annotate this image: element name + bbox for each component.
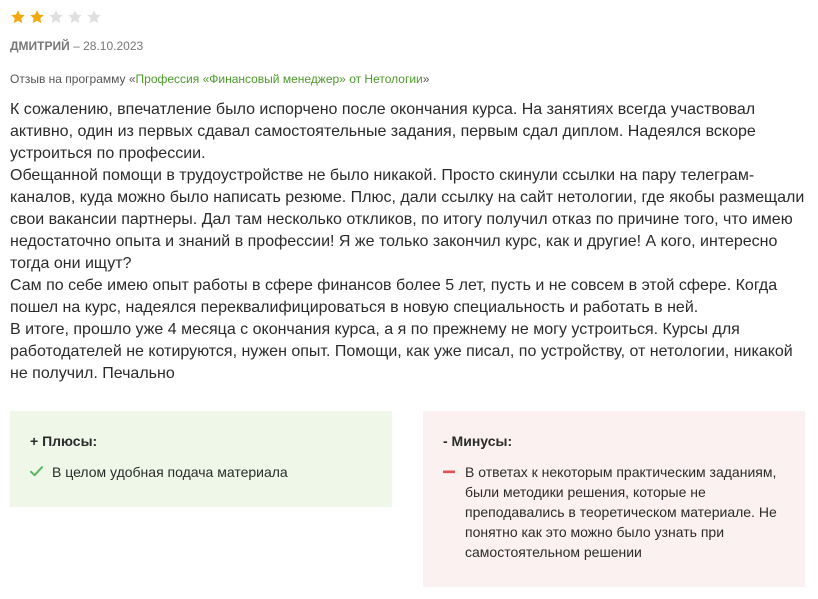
star-icon-3 [48, 9, 64, 25]
pros-item [30, 462, 372, 482]
program-prefix: Отзыв на программу « [10, 72, 136, 86]
cons-item [443, 462, 785, 562]
star-icon-5 [86, 9, 102, 25]
review-program [10, 72, 429, 86]
review-paragraph: В итоге, прошло уже 4 месяца с окончания курса, а я по прежнему не могу устроиться. Курсы для работодателей не котируются, нужен опыт. Помощи, как уже писал, по устройству, от нетологии, никакой не получил. Печально [10, 321, 793, 382]
cons-box [423, 411, 805, 587]
review-paragraph: Сам по себе имею опыт работы в сфере финансов более 5 лет, пусть и не совсем в этой сфере. Когда пошел на курс, надеялся переквалифицироваться в новую специальность и работать в ней. [10, 277, 778, 316]
rating-stars [10, 9, 105, 25]
pros-box [10, 411, 392, 507]
program-link[interactable]: Профессия «Финансовый менеджер» от Нетологии [135, 72, 423, 86]
review-paragraph: К сожалению, впечатление было испорчено после окончания курса. На занятиях всегда участвовал активно, один из первых сдавал самостоятельные задания, первым сдал диплом. Надеялся вскоре устроиться по профессии. [10, 101, 756, 162]
pros-title: + Плюсы: [30, 433, 98, 449]
star-icon-1 [10, 9, 26, 25]
review-date: 28.10.2023 [83, 39, 144, 53]
cons-item-text: В ответах к некоторым практическим заданиям, были методики решения, которые не преподавались в теоретическом материале. Не понятно как это можно было узнать при самостоятельном решении [465, 464, 777, 560]
check-icon [30, 462, 44, 482]
meta-separator: – [69, 39, 84, 53]
review-text [10, 99, 810, 385]
pros-item-text: В целом удобная подача материала [52, 464, 288, 480]
cons-title: - Минусы: [443, 433, 513, 449]
star-icon-2 [29, 9, 45, 25]
minus-icon [443, 462, 457, 482]
review-author: ДМИТРИЙ [10, 39, 70, 53]
review-paragraph: Обещанной помощи в трудоустройстве не было никакой. Просто скинули ссылки на пару телеграм-каналов, куда можно было написать резюме. Плюс, дали ссылку на сайт нетологии, где якобы размещали свои вакансии партнеры. Дал там несколько откликов, по итогу получил отказ по причине того, что имею недостаточно опыта и знаний в профессии! Я же только закончил курс, как и другие! А кого, интересно тогда они ищут? [10, 167, 805, 272]
program-suffix: » [422, 72, 430, 86]
review-meta [10, 39, 143, 53]
star-icon-4 [67, 9, 83, 25]
